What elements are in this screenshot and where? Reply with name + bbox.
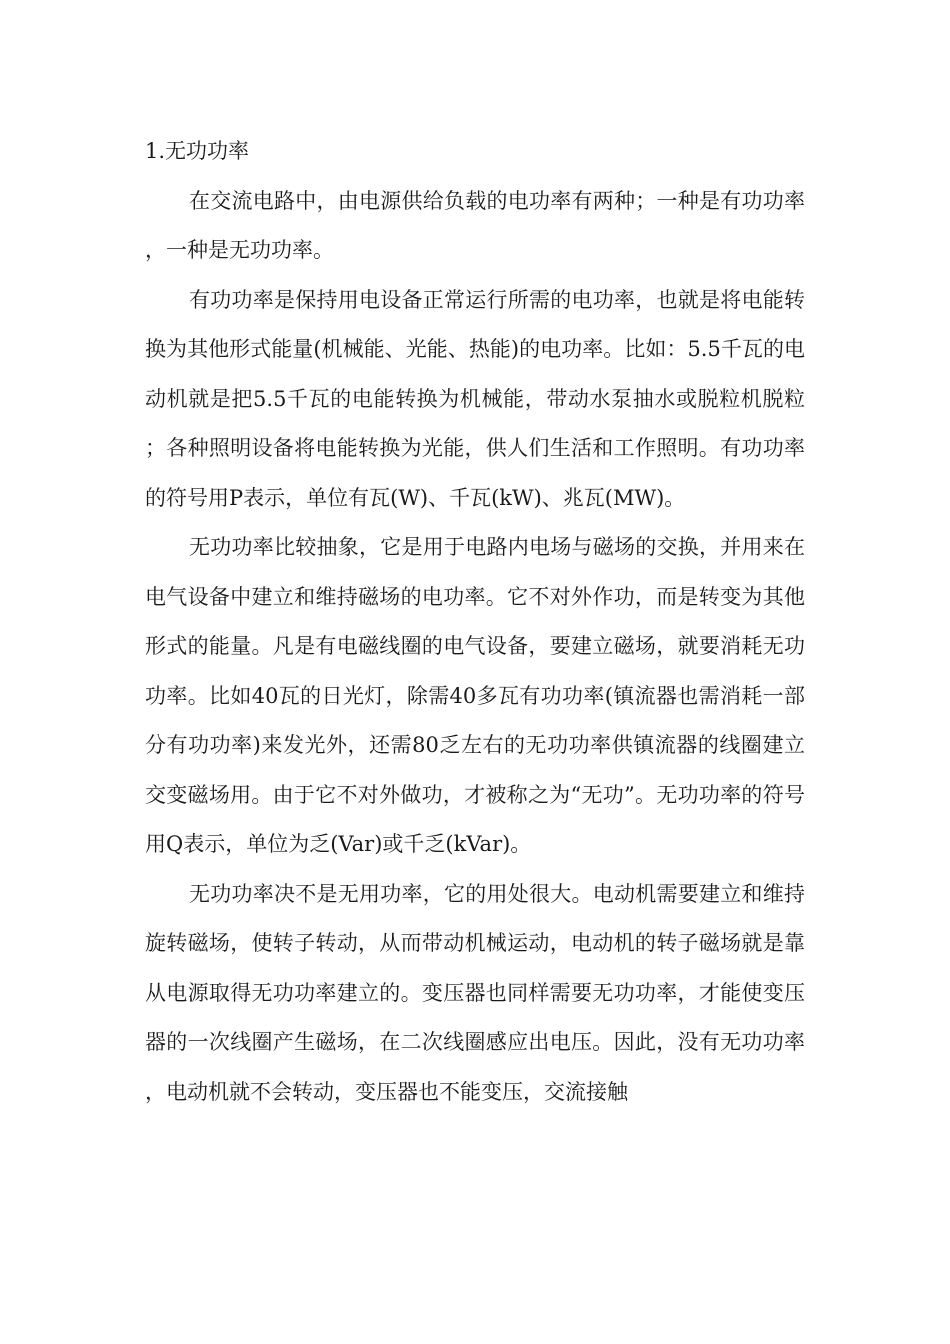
paragraph-reactive-power-use: 无功功率决不是无用功率，它的用处很大。电动机需要建立和维持旋转磁场，使转子转动，从而带动机械运动，电动机的转子磁场就是靠从电源取得无功功率建立的。变压器也同样需要无功功率，才能使变压器的一次线圈产生磁场，在二次线圈感应出电压。因此，没有无功功率，电动机就不会转动，变压器也不能变压，交流接触 xyxy=(145,881,805,1104)
section-heading: 1.无功功率 xyxy=(145,139,250,163)
document-body xyxy=(145,127,805,1117)
paragraph-active-power: 有功功率是保持用电设备正常运行所需的电功率，也就是将电能转换为其他形式能量(机械能、光能、热能)的电功率。比如：5.5千瓦的电动机就是把5.5千瓦的电能转换为机械能，带动水泵抽水或脱粒机脱粒；各种照明设备将电能转换为光能，供人们生活和工作照明。有功功率的符号用P表示，单位有瓦(W)、千瓦(kW)、兆瓦(MW)。 xyxy=(145,287,805,510)
paragraph-intro: 在交流电路中，由电源供给负载的电功率有两种；一种是有功功率，一种是无功功率。 xyxy=(145,188,805,262)
paragraph-reactive-power: 无功功率比较抽象，它是用于电路内电场与磁场的交换，并用来在电气设备中建立和维持磁场的电功率。它不对外作功，而是转变为其他形式的能量。凡是有电磁线圈的电气设备，要建立磁场，就要消耗无功功率。比如40瓦的日光灯，除需40多瓦有功功率(镇流器也需消耗一部分有功功率)来发光外，还需80乏左右的无功功率供镇流器的线圈建立交变磁场用。由于它不对外做功，才被称之为“无功”。无功功率的符号用Q表示，单位为乏(Var)或千乏(kVar)。 xyxy=(145,535,805,856)
